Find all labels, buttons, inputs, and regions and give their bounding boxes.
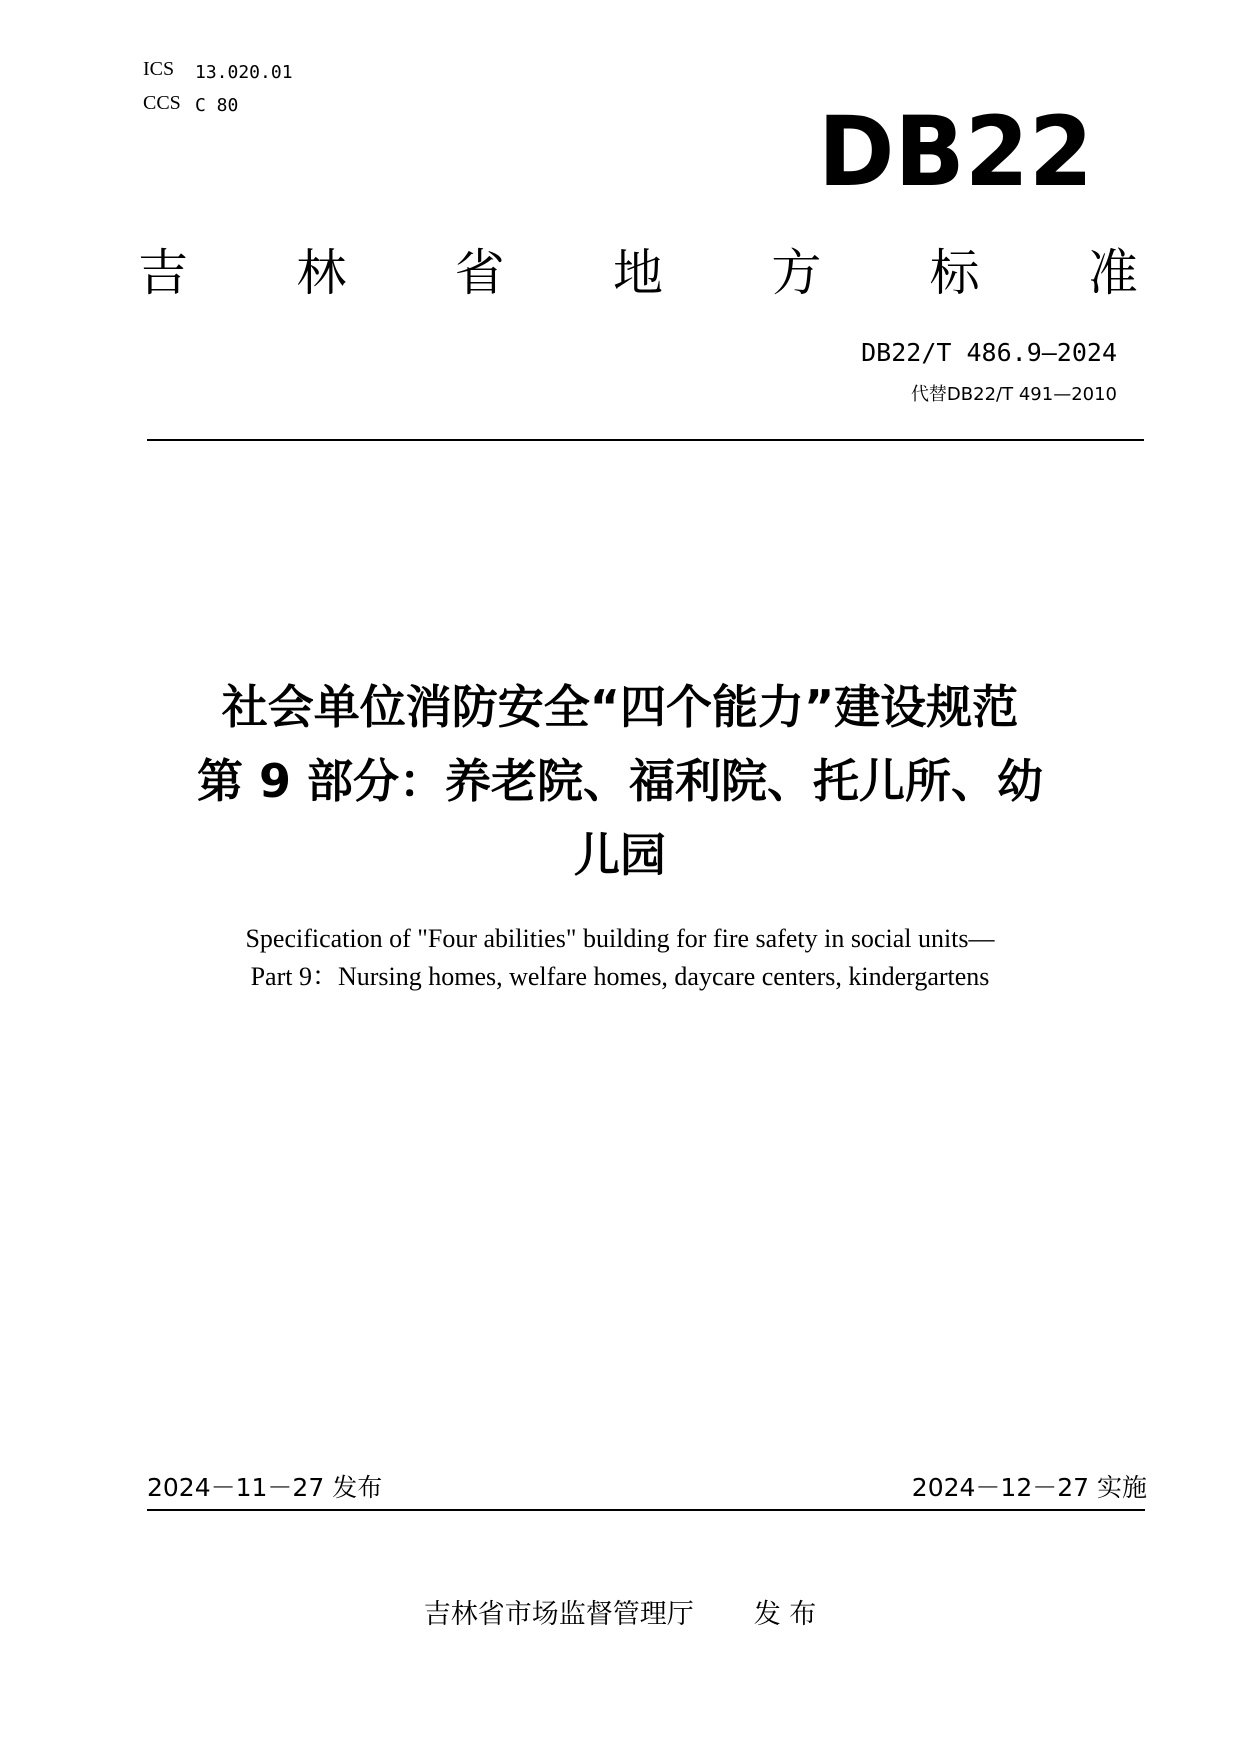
db22-logo — [818, 100, 1093, 200]
english-title — [120, 920, 1120, 996]
issuing-authority — [120, 1592, 1120, 1631]
top-divider — [147, 439, 1144, 441]
chinese-title-line: 儿园 — [574, 828, 666, 882]
english-title-line: Part 9：Nursing homes, welfare homes, daycare centers, kindergartens — [250, 962, 990, 991]
issuer-name: 吉林省市场监督管理厅 — [423, 1599, 694, 1630]
ics-label: ICS — [143, 58, 175, 80]
standard-category-char: 省 — [454, 244, 505, 302]
ccs-code: C 80 — [195, 95, 239, 116]
logo-text: DB22 — [818, 100, 1093, 200]
english-title-line: Specification of "Four abilities" building for fire safety in social units— — [245, 924, 995, 953]
issue-action: 发 布 — [753, 1599, 817, 1630]
bottom-divider — [147, 1509, 1145, 1511]
standard-category-char: 方 — [771, 244, 822, 302]
standard-number: DB22/T 486.9—2024 — [861, 338, 1117, 367]
chinese-title — [120, 670, 1120, 892]
publish-date: 2024－11－27 发布 — [147, 1473, 383, 1502]
standard-category-title — [138, 238, 1138, 308]
replaced-standard: 代替DB22/T 491—2010 — [910, 384, 1117, 405]
standard-category-char: 地 — [612, 244, 663, 302]
standard-category-char: 林 — [296, 244, 347, 302]
chinese-title-line: 社会单位消防安全“四个能力”建设规范 — [221, 680, 1019, 734]
ccs-label: CCS — [143, 92, 181, 114]
ics-code: 13.020.01 — [195, 62, 293, 83]
implementation-date: 2024－12－27 实施 — [911, 1473, 1147, 1502]
chinese-title-line: 第 9 部分：养老院、福利院、托儿所、幼 — [196, 754, 1044, 808]
standard-category-char: 吉 — [138, 244, 188, 302]
standard-category-char: 标 — [929, 244, 980, 302]
standard-category-char: 准 — [1087, 244, 1138, 302]
